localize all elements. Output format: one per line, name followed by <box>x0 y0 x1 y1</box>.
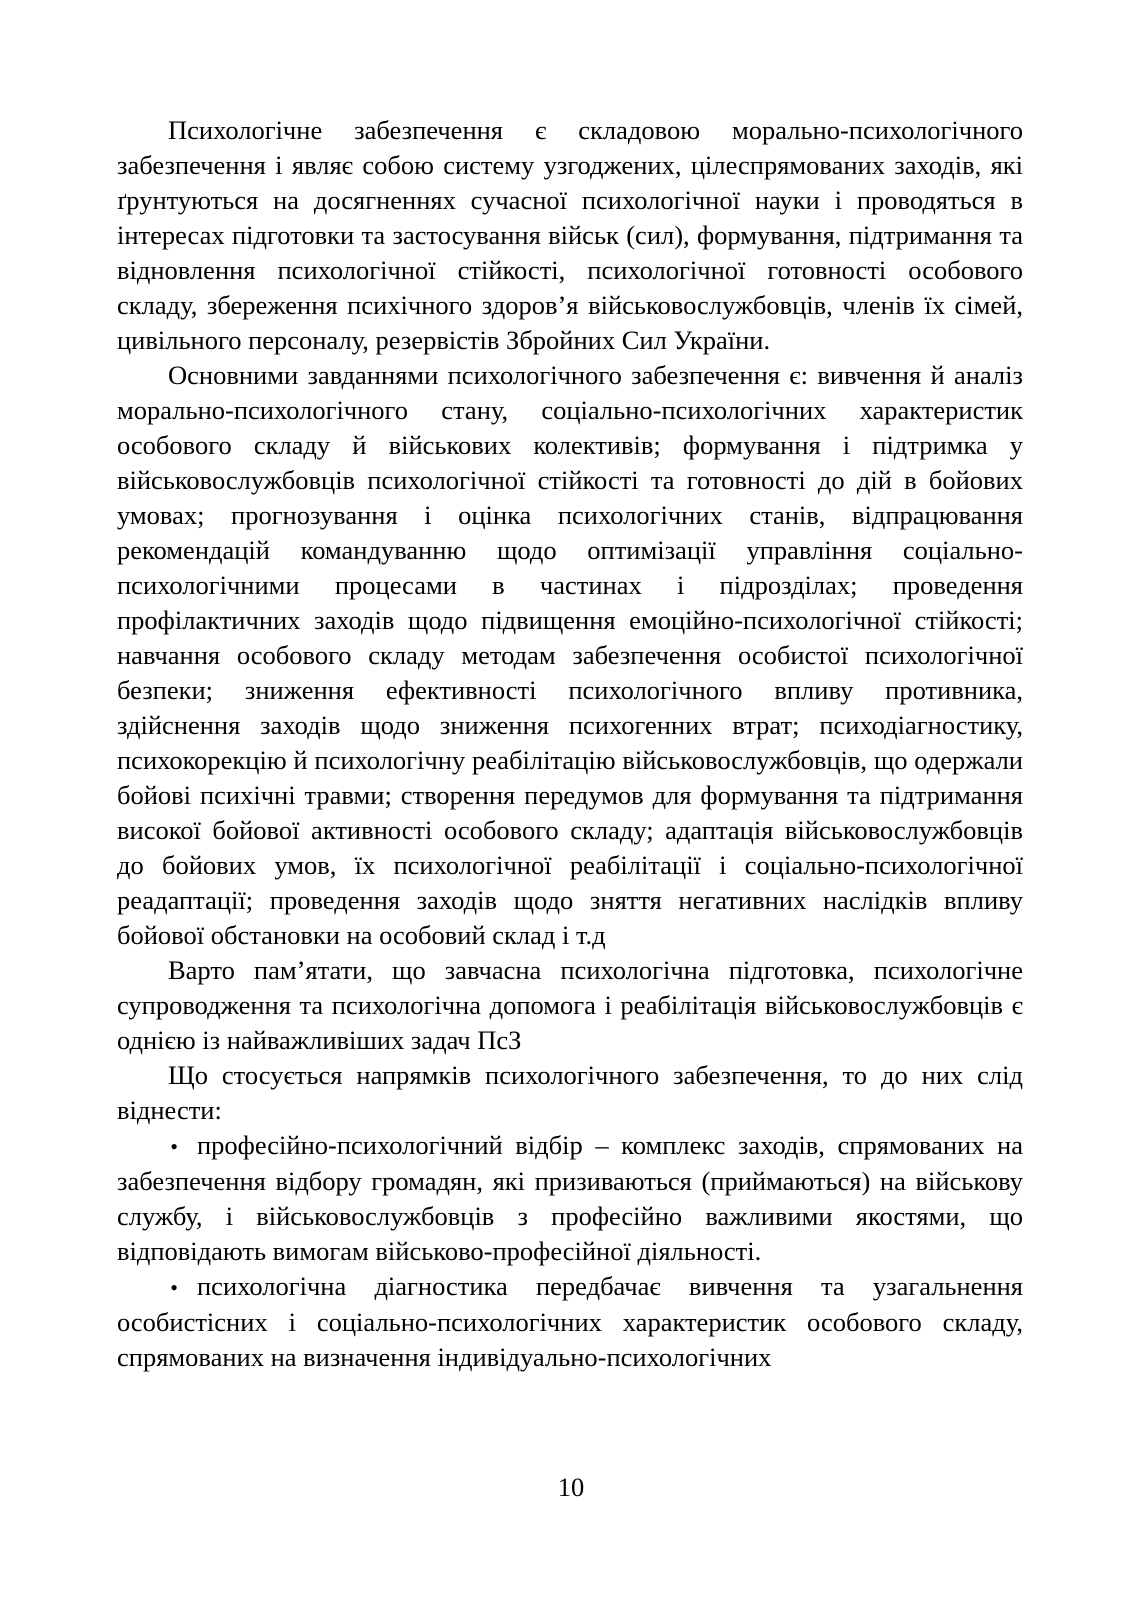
paragraph-remember: Варто пам’ятати, що завчасна психологічна підготовка, психологічне супроводження та психологічна допомога і реабілітація військовослужбовців є однією із найважливіших задач ПсЗ <box>117 955 1023 1055</box>
bullet-professional-selection <box>117 1128 1023 1269</box>
bullet-psychological-diagnostics <box>117 1269 1023 1375</box>
paragraph-directions-intro: Що стосується напрямків психологічного забезпечення, то до них слід віднести: <box>117 1060 1023 1125</box>
paragraph-main-tasks: Основними завданнями психологічного забезпечення є: вивчення й аналіз морально-психологічного стану, соціально-психологічних характеристик особового складу й військових колективів; формування і підтримка у військовослужбовців психологічної стійкості та готовності до дій в бойових умовах; прогнозування і оцінка психологічних станів, відпрацювання рекомендацій командуванню щодо оптимізації управління соціально-психологічними процесами в частинах і підрозділах; проведення профілактичних заходів щодо підвищення емоційно-психологічної стійкості; навчання особового складу методам забезпечення особистої психологічної безпеки; зниження ефективності психологічного впливу противника, здійснення заходів щодо зниження психогенних втрат; психодіагностику, психокорекцію й психологічну реабілітацію військовослужбовців, що одержали бойові психічні травми; створення передумов для формування та підтримання високої бойової активності особового складу; адаптація військовослужбовців до бойових умов, їх психологічної реабілітації і соціально-психологічної реадаптації; проведення заходів щодо зняття негативних наслідків впливу бойової обстановки на особовий склад і т.д <box>117 360 1023 950</box>
bullet-professional-selection-text: професійно-психологічний відбір – комплекс заходів, спрямованих на забезпечення відбору громадян, які призиваються (приймаються) на військову службу, і військовослужбовців з професійно важливими якостями, що відповідають вимогам військово-професійної діяльності. <box>117 1130 1023 1266</box>
paragraph-definition: Психологічне забезпечення є складовою морально-психологічного забезпечення і являє собою систему узгоджених, цілеспрямованих заходів, які ґрунтуються на досягненнях сучасної психологічної науки і проводяться в інтересах підготовки та застосування військ (сил), формування, підтримання та відновлення психологічної стійкості, психологічної готовності особового складу, збереження психічного здоров’я військовослужбовців, членів їх сімей, цивільного персоналу, резервістів Збройних Сил України. <box>117 115 1023 355</box>
bullet-psychological-diagnostics-text: психологічна діагностика передбачає вивчення та узагальнення особистісних і соціально-психологічних характеристик особового складу, спрямованих на визначення індивідуально-психологічних <box>117 1271 1023 1372</box>
bullet-point-icon: • <box>170 1134 178 1159</box>
page-body-text <box>117 113 1023 1375</box>
bullet-point-icon: • <box>170 1275 178 1300</box>
page-number: 10 <box>557 1472 585 1502</box>
